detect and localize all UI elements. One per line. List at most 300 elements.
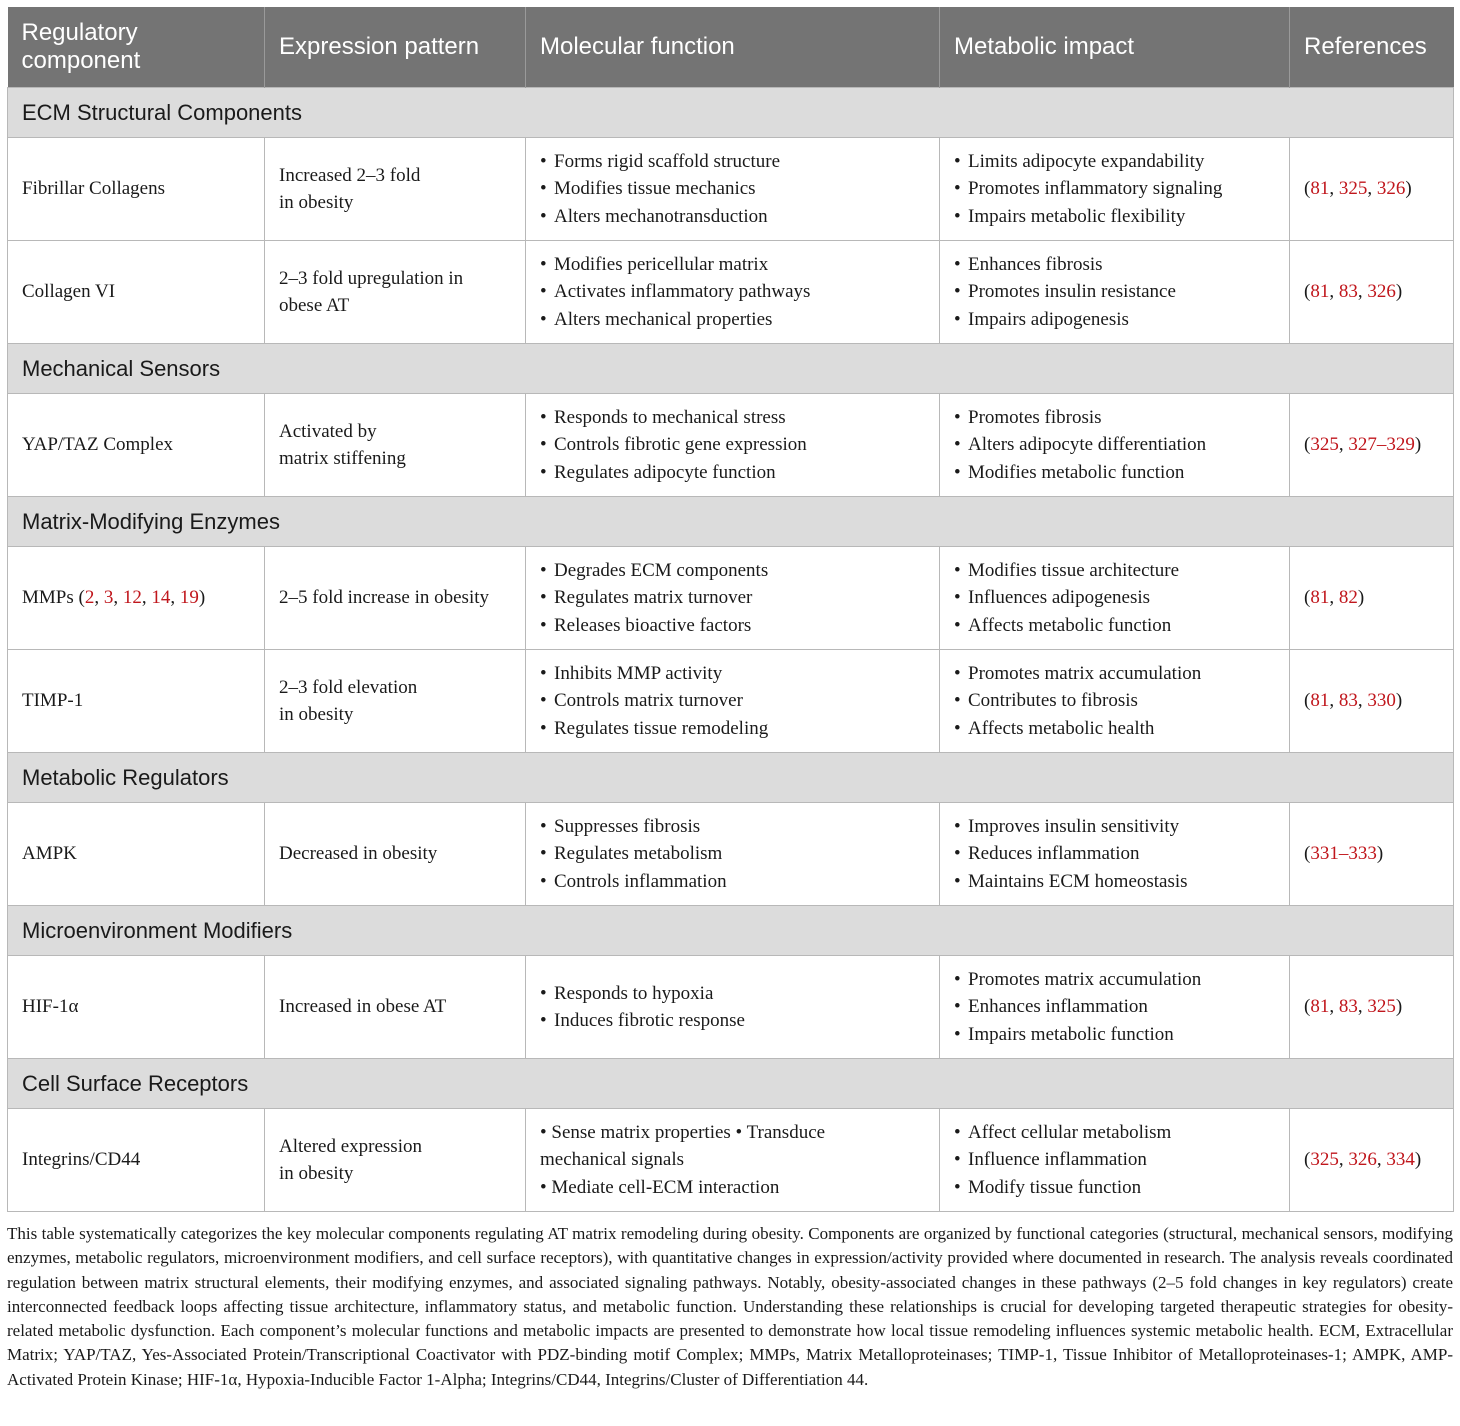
function-text: Regulates tissue remodeling: [554, 717, 769, 739]
impact-item: [954, 612, 1279, 640]
expression-line: 2–5 fold increase in obesity: [279, 587, 490, 609]
bullet-icon: •: [954, 205, 961, 227]
bullet-icon: •: [540, 1010, 547, 1031]
paren-open: (: [1304, 843, 1311, 865]
reference-list: [1304, 843, 1383, 864]
table-row: [8, 547, 1454, 650]
impact-text: Influence inflammation: [968, 1149, 1147, 1171]
expression-cell: [265, 138, 526, 241]
reference-link[interactable]: 81: [1310, 690, 1330, 712]
bullet-icon: •: [954, 717, 961, 739]
function-text: Suppresses fibrosis: [554, 815, 701, 837]
impact-text: Impairs adipogenesis: [968, 308, 1129, 330]
bullet-icon: •: [954, 1121, 961, 1143]
bullet-icon: •: [954, 587, 961, 609]
component-cell: [8, 803, 265, 906]
impact-list: [954, 404, 1279, 487]
bullet-icon: •: [540, 205, 547, 227]
function-text: Alters mechanical properties: [554, 308, 773, 330]
impact-text: Affects metabolic function: [968, 614, 1172, 636]
reference-link[interactable]: 83: [1338, 690, 1358, 712]
impact-item: [954, 840, 1279, 868]
function-text: Controls fibrotic gene expression: [554, 434, 807, 456]
bullet-icon: •: [954, 815, 961, 837]
impact-list: [954, 813, 1279, 896]
ref-separator: ,: [1357, 281, 1368, 303]
reference-list: [1304, 587, 1364, 608]
component-cell: [8, 956, 265, 1059]
reference-link[interactable]: 331–333: [1310, 843, 1377, 865]
function-line: • Sense matrix properties • Transduce: [540, 1121, 826, 1143]
table-row: [8, 650, 1454, 753]
ref-separator: ,: [1376, 1149, 1387, 1171]
expression-line: Increased in obese AT: [279, 996, 447, 1018]
ref-separator: ,: [94, 587, 104, 609]
impact-item: [954, 306, 1279, 334]
impact-text: Modify tissue function: [968, 1176, 1142, 1198]
table-row: [8, 138, 1454, 241]
category-title: Microenvironment Modifiers: [8, 906, 1454, 956]
reference-link[interactable]: 81: [1310, 587, 1330, 609]
function-text: Forms rigid scaffold structure: [554, 150, 781, 172]
function-item: [540, 306, 929, 334]
bullet-icon: •: [540, 150, 547, 172]
function-text: Alters mechanotransduction: [554, 205, 768, 227]
paren-open: (: [1304, 996, 1311, 1018]
category-title: Mechanical Sensors: [8, 344, 1454, 394]
metabolic-impact-cell: [940, 138, 1290, 241]
impact-text: Enhances fibrosis: [968, 253, 1103, 275]
table-row: [8, 394, 1454, 497]
impact-text: Impairs metabolic flexibility: [968, 205, 1186, 227]
paren-close: ): [1414, 434, 1422, 456]
reference-list: [1304, 690, 1402, 711]
impact-text: Modifies metabolic function: [968, 461, 1185, 483]
ref-separator: ,: [1338, 434, 1349, 456]
impact-text: Impairs metabolic function: [968, 1023, 1174, 1045]
impact-text: Promotes matrix accumulation: [968, 968, 1202, 990]
function-text: Controls inflammation: [554, 870, 727, 892]
impact-item: [954, 431, 1279, 459]
ref-separator: ,: [1357, 690, 1368, 712]
impact-item: [954, 660, 1279, 688]
expression-cell: [265, 803, 526, 906]
references-cell: [1290, 956, 1454, 1059]
reference-link[interactable]: 325: [1338, 178, 1368, 200]
function-item: [540, 687, 929, 715]
impact-text: Promotes insulin resistance: [968, 281, 1176, 303]
impact-text: Improves insulin sensitivity: [968, 815, 1180, 837]
category-row: [8, 344, 1454, 394]
function-item: [540, 813, 929, 841]
impact-item: [954, 584, 1279, 612]
ref-separator: ,: [1329, 178, 1339, 200]
component-cell: [8, 394, 265, 497]
category-row: [8, 753, 1454, 803]
paren-close: ): [1376, 843, 1384, 865]
component-ref-link[interactable]: 2: [84, 587, 95, 609]
function-text: Responds to mechanical stress: [554, 406, 786, 428]
reference-link[interactable]: 83: [1338, 996, 1358, 1018]
component-name: TIMP-1: [22, 690, 84, 712]
category-row: [8, 497, 1454, 547]
molecular-function-cell: [526, 138, 940, 241]
references-cell: [1290, 241, 1454, 344]
impact-item: [954, 868, 1279, 896]
reference-link[interactable]: 330: [1367, 690, 1396, 712]
impact-item: [954, 1021, 1279, 1049]
molecular-function-cell: [526, 956, 940, 1059]
bullet-icon: •: [954, 968, 961, 990]
metabolic-impact-cell: [940, 547, 1290, 650]
reference-list: [1304, 281, 1402, 302]
function-text: Controls matrix turnover: [554, 690, 743, 712]
function-text: Releases bioactive factors: [554, 614, 752, 636]
regulatory-components-table: [7, 7, 1454, 1212]
function-item: [540, 431, 929, 459]
bullet-icon: •: [540, 559, 547, 581]
paren-open: (: [1304, 1149, 1311, 1171]
function-item: [540, 868, 929, 896]
component-cell: [8, 547, 265, 650]
function-list: [540, 404, 929, 487]
reference-link[interactable]: 325: [1310, 1149, 1339, 1171]
impact-item: [954, 1174, 1279, 1202]
impact-text: Limits adipocyte expandability: [968, 150, 1205, 172]
references-cell: [1290, 394, 1454, 497]
impact-text: Modifies tissue architecture: [968, 559, 1180, 581]
function-item: [540, 980, 929, 1008]
function-item: [540, 557, 929, 585]
bullet-icon: •: [540, 843, 547, 865]
expression-cell: [265, 547, 526, 650]
bullet-icon: •: [954, 690, 961, 712]
bullet-icon: •: [954, 406, 961, 428]
expression-cell: [265, 1109, 526, 1212]
paren-open: (: [1304, 587, 1311, 609]
ref-separator: ,: [170, 587, 180, 609]
category-row: [8, 1059, 1454, 1109]
category-title: Cell Surface Receptors: [8, 1059, 1454, 1109]
component-ref-link[interactable]: 14: [151, 587, 171, 609]
function-item: [540, 278, 929, 306]
bullet-icon: •: [540, 253, 547, 275]
molecular-function-cell: [526, 803, 940, 906]
table-row: [8, 1109, 1454, 1212]
header-molecular-function: Molecular function: [526, 7, 940, 88]
bullet-icon: •: [540, 982, 547, 1004]
component-name: MMPs: [22, 587, 74, 609]
function-text: Regulates metabolism: [554, 843, 723, 865]
molecular-function-cell: [526, 1109, 940, 1212]
expression-cell: [265, 650, 526, 753]
bullet-icon: •: [954, 434, 961, 456]
bullet-icon: •: [954, 1149, 961, 1171]
expression-line: Activated by: [279, 420, 377, 442]
category-title: ECM Structural Components: [8, 88, 1454, 138]
paren-close: ): [1395, 690, 1403, 712]
references-cell: [1290, 803, 1454, 906]
bullet-icon: •: [540, 434, 547, 456]
impact-text: Contributes to fibrosis: [968, 690, 1138, 712]
function-item: [540, 203, 929, 231]
paren-open: (: [1304, 434, 1311, 456]
reference-link[interactable]: 326: [1376, 178, 1406, 200]
table-footnote: This table systematically categorizes the key molecular components regulating AT matrix remodeling during obesity. Components are organized by functional categories (structural, mechanical sensors, modifying enzymes, metabolic regulators, microenvironment modifiers, and cell surface receptors), with quantitative changes in expression/activity provided where documented in research. The analysis reveals coordinated regulation between matrix structural elements, their modifying enzymes, and associated signaling pathways. Notably, obesity-associated changes in these pathways (2–5 fold changes in key regulators) create interconnected feedback loops affecting tissue architecture, inflammatory status, and metabolic function. Understanding these relationships is crucial for developing targeted therapeutic strategies for obesity-related metabolic dysfunction. Each component’s molecular functions and metabolic impacts are presented to demonstrate how local tissue remodeling influences systemic metabolic health. ECM, Extracellular Matrix; YAP/TAZ, Yes-Associated Protein/Transcriptional Coactivator with PDZ-binding motif Complex; MMPs, Matrix Metalloproteinases; TIMP-1, Tissue Inhibitor of Metalloproteinases-1; AMPK, AMP-Activated Protein Kinase; HIF-1α, Hypoxia-Inducible Factor 1-Alpha; Integrins/CD44, Integrins/Cluster of Differentiation 44.: [7, 1224, 1453, 1389]
bullet-icon: •: [954, 253, 961, 275]
component-name: AMPK: [22, 843, 77, 865]
ref-separator: ,: [1357, 996, 1368, 1018]
component-cell: [8, 650, 265, 753]
bullet-icon: •: [540, 461, 547, 483]
bullet-icon: •: [540, 815, 547, 837]
function-text: Degrades ECM components: [554, 559, 769, 581]
bullet-icon: •: [540, 406, 547, 428]
impact-list: [954, 966, 1279, 1049]
component-name: HIF-1α: [22, 996, 79, 1018]
component-name: Collagen VI: [22, 281, 116, 303]
reference-link[interactable]: 326: [1348, 1149, 1377, 1171]
molecular-function-cell: [526, 394, 940, 497]
category-title: Matrix-Modifying Enzymes: [8, 497, 1454, 547]
paren-close: ): [1395, 996, 1403, 1018]
impact-item: [954, 148, 1279, 176]
ref-separator: ,: [1329, 690, 1339, 712]
bullet-icon: •: [954, 843, 961, 865]
bullet-icon: •: [540, 870, 547, 892]
header-row: [8, 7, 1454, 88]
function-list: [540, 557, 929, 640]
function-text: Activates inflammatory pathways: [554, 281, 811, 303]
impact-item: [954, 175, 1279, 203]
expression-cell: [265, 394, 526, 497]
table-container: [7, 7, 1453, 1212]
impact-text: Promotes fibrosis: [968, 406, 1102, 428]
metabolic-impact-cell: [940, 650, 1290, 753]
bullet-icon: •: [954, 150, 961, 172]
reference-link[interactable]: 327–329: [1348, 434, 1415, 456]
bullet-icon: •: [954, 870, 961, 892]
references-cell: [1290, 138, 1454, 241]
impact-list: [954, 148, 1279, 231]
function-item: [540, 404, 929, 432]
category-row: [8, 88, 1454, 138]
metabolic-impact-cell: [940, 1109, 1290, 1212]
impact-text: Influences adipogenesis: [968, 587, 1151, 609]
paren-close: ): [1414, 1149, 1422, 1171]
references-cell: [1290, 547, 1454, 650]
references-cell: [1290, 650, 1454, 753]
reference-link[interactable]: 83: [1338, 281, 1358, 303]
impact-list: [954, 1119, 1279, 1202]
metabolic-impact-cell: [940, 803, 1290, 906]
reference-link[interactable]: 326: [1367, 281, 1396, 303]
expression-cell: [265, 241, 526, 344]
bullet-icon: •: [540, 178, 547, 200]
impact-item: [954, 687, 1279, 715]
metabolic-impact-cell: [940, 241, 1290, 344]
reference-link[interactable]: 325: [1367, 996, 1396, 1018]
function-list: [540, 660, 929, 743]
bullet-icon: •: [540, 662, 547, 684]
expression-line: in obesity: [279, 704, 354, 725]
function-text: Modifies pericellular matrix: [554, 253, 769, 275]
impact-list: [954, 557, 1279, 640]
paren-open: (: [1304, 690, 1311, 712]
expression-line: in obesity: [279, 1163, 354, 1184]
function-text: Responds to hypoxia: [554, 982, 714, 1004]
reference-link[interactable]: 81: [1310, 178, 1330, 200]
paren-open: (: [1304, 281, 1311, 303]
impact-text: Affect cellular metabolism: [968, 1121, 1172, 1143]
component-ref-link[interactable]: 3: [103, 587, 114, 609]
impact-text: Enhances inflammation: [968, 996, 1148, 1018]
impact-item: [954, 557, 1279, 585]
paren-close: ): [1405, 178, 1412, 200]
function-text: Regulates adipocyte function: [554, 461, 776, 483]
function-line: mechanical signals: [540, 1149, 685, 1171]
paren-close: ): [198, 587, 206, 609]
component-cell: [8, 138, 265, 241]
impact-text: Reduces inflammation: [968, 843, 1140, 865]
component-ref-link[interactable]: 12: [122, 587, 142, 609]
ref-separator: ,: [1367, 178, 1377, 200]
function-text: Induces fibrotic response: [554, 1010, 745, 1031]
impact-text: Alters adipocyte differentiation: [968, 434, 1207, 456]
bullet-icon: •: [954, 559, 961, 581]
impact-item: [954, 278, 1279, 306]
function-item: [540, 459, 929, 487]
reference-list: [1304, 178, 1412, 199]
paren-close: ): [1357, 587, 1365, 609]
bullet-icon: •: [954, 662, 961, 684]
reference-link[interactable]: 82: [1338, 587, 1358, 609]
function-item: [540, 1007, 929, 1035]
bullet-icon: •: [540, 614, 547, 636]
expression-line: 2–3 fold upregulation in: [279, 267, 464, 289]
ref-separator: ,: [141, 587, 152, 609]
function-item: [540, 251, 929, 279]
reference-link[interactable]: 81: [1310, 281, 1330, 303]
impact-item: [954, 404, 1279, 432]
expression-line: Increased 2–3 fold: [279, 164, 421, 186]
ref-separator: ,: [1329, 587, 1339, 609]
bullet-icon: •: [540, 308, 547, 330]
metabolic-impact-cell: [940, 394, 1290, 497]
function-item: [540, 660, 929, 688]
bullet-icon: •: [954, 1176, 961, 1198]
component-cell: [8, 1109, 265, 1212]
ref-separator: ,: [1329, 281, 1339, 303]
bullet-icon: •: [540, 690, 547, 712]
paren-close: ): [1395, 281, 1403, 303]
expression-cell: [265, 956, 526, 1059]
bullet-icon: •: [954, 614, 961, 636]
component-refs: [74, 587, 205, 608]
function-text: Regulates matrix turnover: [554, 587, 753, 609]
function-text: Modifies tissue mechanics: [554, 178, 756, 200]
function-item: [540, 715, 929, 743]
reference-link[interactable]: 325: [1310, 434, 1339, 456]
function-item: [540, 840, 929, 868]
impact-item: [954, 993, 1279, 1021]
function-list: [540, 813, 929, 896]
reference-list: [1304, 1149, 1421, 1170]
paren-open: (: [73, 587, 85, 609]
metabolic-impact-cell: [940, 956, 1290, 1059]
bullet-icon: •: [540, 281, 547, 303]
impact-item: [954, 1119, 1279, 1147]
category-row: [8, 906, 1454, 956]
function-list: [540, 980, 929, 1035]
impact-text: Promotes inflammatory signaling: [968, 178, 1223, 200]
impact-text: Affects metabolic health: [968, 717, 1155, 739]
bullet-icon: •: [954, 178, 961, 200]
expression-line: 2–3 fold elevation: [279, 676, 418, 698]
bullet-icon: •: [540, 587, 547, 609]
function-list: [540, 148, 929, 231]
impact-item: [954, 813, 1279, 841]
bullet-icon: •: [954, 281, 961, 303]
impact-item: [954, 1146, 1279, 1174]
impact-text: Promotes matrix accumulation: [968, 662, 1202, 684]
references-cell: [1290, 1109, 1454, 1212]
ref-separator: ,: [1329, 996, 1339, 1018]
function-text: Inhibits MMP activity: [554, 662, 723, 684]
expression-line: in obesity: [279, 192, 354, 213]
paren-open: (: [1304, 178, 1311, 200]
category-title: Metabolic Regulators: [8, 753, 1454, 803]
impact-list: [954, 660, 1279, 743]
bullet-icon: •: [954, 308, 961, 330]
reference-list: [1304, 434, 1421, 455]
expression-line: Altered expression: [279, 1135, 422, 1157]
molecular-function-cell: [526, 650, 940, 753]
table-row: [8, 241, 1454, 344]
expression-line: obese AT: [279, 295, 350, 316]
reference-link[interactable]: 81: [1310, 996, 1330, 1018]
header-metabolic-impact: Metabolic impact: [940, 7, 1290, 88]
reference-list: [1304, 996, 1402, 1017]
component-ref-link[interactable]: 19: [179, 587, 199, 609]
component-name: Fibrillar Collagens: [22, 178, 166, 200]
component-name: YAP/TAZ Complex: [22, 434, 174, 456]
component-name: Integrins/CD44: [22, 1149, 141, 1171]
impact-item: [954, 251, 1279, 279]
expression-line: Decreased in obesity: [279, 843, 438, 865]
reference-link[interactable]: 334: [1386, 1149, 1415, 1171]
table-row: [8, 803, 1454, 906]
function-line: • Mediate cell-ECM interaction: [540, 1176, 780, 1198]
impact-item: [954, 715, 1279, 743]
ref-separator: ,: [113, 587, 123, 609]
impact-item: [954, 203, 1279, 231]
impact-list: [954, 251, 1279, 334]
component-cell: [8, 241, 265, 344]
molecular-function-cell: [526, 241, 940, 344]
table-header: [8, 7, 1454, 88]
expression-line: matrix stiffening: [279, 448, 406, 469]
molecular-function-cell: [526, 547, 940, 650]
header-expression-pattern: Expression pattern: [265, 7, 526, 88]
function-item: [540, 612, 929, 640]
table-body: [8, 88, 1454, 1212]
bullet-icon: •: [954, 1023, 961, 1045]
header-regulatory-component: Regulatory component: [8, 7, 265, 88]
header-references: References: [1290, 7, 1454, 88]
bullet-icon: •: [954, 461, 961, 483]
impact-item: [954, 459, 1279, 487]
